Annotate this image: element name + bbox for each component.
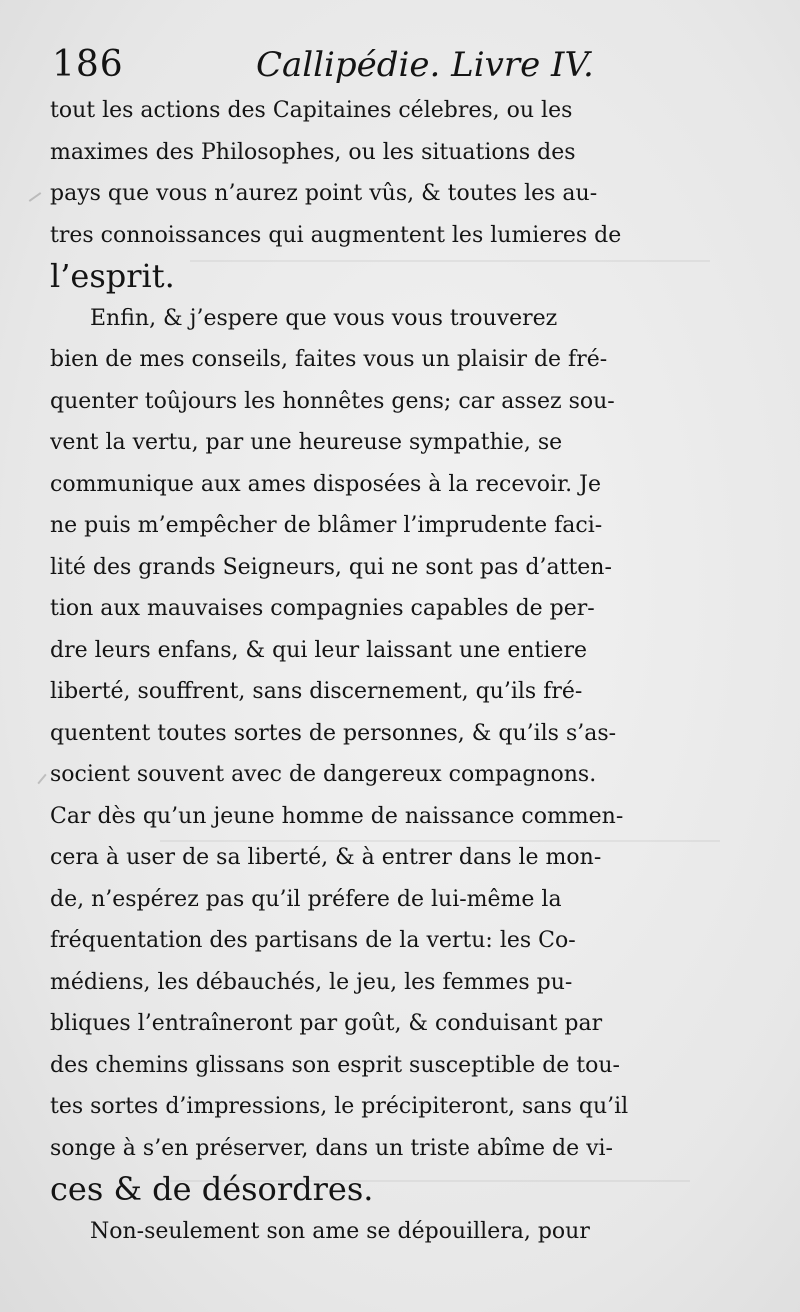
text-line: pays que vous n’aurez point vûs, & toutes les au- <box>50 181 598 206</box>
text-line: bliques l’entraîneront par goût, & conduisant par <box>50 1011 603 1036</box>
text-line: lité des grands Seigneurs, qui ne sont pas d’atten- <box>50 554 612 580</box>
text-line: quentent toutes sortes de personnes, & qu’ils s’as- <box>50 720 617 746</box>
text-line: l’esprit. <box>50 257 175 295</box>
page-number: 186 <box>52 44 124 85</box>
text-line: de, n’espérez pas qu’il préfere de lui-même la <box>50 886 562 912</box>
text-line: tres connoissances qui augmentent les lumieres de <box>50 222 622 248</box>
text-line: Car dès qu’un jeune homme de naissance commen- <box>50 803 624 829</box>
text-line: cera à user de sa liberté, & à entrer dans le mon- <box>50 845 602 870</box>
text-line: ces & de désordres. <box>50 1170 374 1208</box>
text-line: vent la vertu, par une heureuse sympathie, se <box>50 430 563 455</box>
text-line: Non-seulement son ame se dépouillera, pour <box>90 1218 590 1244</box>
margin-mark <box>37 774 46 784</box>
text-line: quenter toûjours les honnêtes gens; car assez sou- <box>50 388 615 414</box>
text-line: médiens, les débauchés, le jeu, les femmes pu- <box>50 969 573 995</box>
text-line: des chemins glissans son esprit susceptible de tou- <box>50 1052 620 1078</box>
text-line: tion aux mauvaises compagnies capables de per- <box>50 596 595 621</box>
running-title: Callipédie. Livre IV. <box>256 45 594 85</box>
text-line: ne puis m’empêcher de blâmer l’imprudente faci- <box>50 513 603 538</box>
text-line: tes sortes d’impressions, le précipiteront, sans qu’il <box>50 1094 629 1119</box>
text-line: socient souvent avec de dangereux compagnons. <box>50 762 597 787</box>
text-line: maximes des Philosophes, ou les situations des <box>50 139 576 165</box>
text-line: fréquentation des partisans de la vertu: les Co- <box>50 928 576 953</box>
text-line: liberté, souffrent, sans discernement, qu’ils fré- <box>50 679 583 704</box>
text-line: songe à s’en préserver, dans un triste abîme de vi- <box>50 1135 613 1161</box>
text-line: bien de mes conseils, faites vous un plaisir de fré- <box>50 347 608 372</box>
page-header <box>50 40 750 90</box>
text-line: Enfin, & j’espere que vous vous trouverez <box>90 305 558 331</box>
text-line: tout les actions des Capitaines célebres, ou les <box>50 98 573 123</box>
margin-mark <box>29 192 42 202</box>
text-line: communique aux ames disposées à la recevoir. Je <box>50 471 602 497</box>
body-text <box>50 90 752 1252</box>
text-line: dre leurs enfans, & qui leur laissant une entiere <box>50 637 587 663</box>
